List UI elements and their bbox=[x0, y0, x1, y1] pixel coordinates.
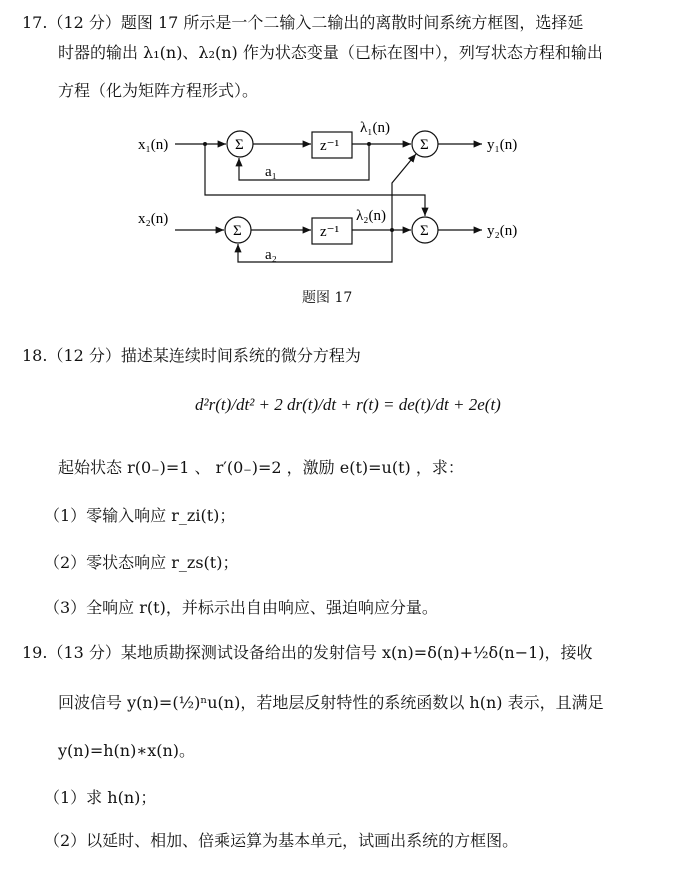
y1-label: y₁(n) bbox=[487, 137, 518, 153]
figure-caption: 题图 17 bbox=[302, 290, 353, 306]
lambda1-label: λ₁(n) bbox=[360, 120, 390, 136]
q19-line1: 19.（13 分）某地质勘探测试设备给出的发射信号 x(n)=δ(n)+½δ(n−1)，接收 bbox=[22, 643, 593, 662]
x2-label: x₂(n) bbox=[138, 211, 169, 227]
sum-4-symbol: Σ bbox=[420, 223, 429, 239]
sum-1-symbol: Σ bbox=[235, 137, 244, 153]
q18-conditions: 起始状态 r(0₋)=1 、 r′(0₋)=2 ，激励 e(t)=u(t) ，求： bbox=[58, 458, 464, 477]
a2-label: a₂ bbox=[265, 247, 277, 263]
q19-part2: （2）以延时、相加、倍乘运算为基本单元，试画出系统的方框图。 bbox=[44, 831, 519, 850]
q18-equation: d²r(t)/dt² + 2 dr(t)/dt + r(t) = de(t)/dt + 2e(t) bbox=[195, 395, 501, 414]
lambda2-label: λ₂(n) bbox=[356, 208, 386, 224]
sum-2-symbol: Σ bbox=[233, 223, 242, 239]
q17-line2: 时器的输出 λ₁(n)、λ₂(n) 作为状态变量（已标在图中），列写状态方程和输出 bbox=[58, 43, 603, 62]
a1-label: a₁ bbox=[265, 164, 277, 180]
delay-2-label: z⁻¹ bbox=[320, 224, 340, 240]
q18-part2: （2）零状态响应 r_zs(t)； bbox=[44, 553, 239, 572]
delay-1-label: z⁻¹ bbox=[320, 138, 340, 154]
q18-part3: （3）全响应 r(t)，并标示出自由响应、强迫响应分量。 bbox=[44, 598, 438, 617]
sum-3-symbol: Σ bbox=[420, 137, 429, 153]
q19-part1: （1）求 h(n)； bbox=[44, 788, 157, 807]
block-diagram bbox=[0, 0, 676, 280]
q18-part1: （1）零输入响应 r_zi(t)； bbox=[44, 506, 236, 525]
y2-label: y₂(n) bbox=[487, 223, 518, 239]
q18-line1: 18.（12 分）描述某连续时间系统的微分方程为 bbox=[22, 346, 361, 365]
q17-line3: 方程（化为矩阵方程形式）。 bbox=[58, 81, 259, 100]
q19-line3: y(n)=h(n)∗x(n)。 bbox=[58, 741, 196, 760]
q19-line2: 回波信号 y(n)=(½)ⁿu(n)，若地层反射特性的系统函数以 h(n) 表示，且满足 bbox=[58, 693, 604, 712]
q17-line1: 17.（12 分）题图 17 所示是一个二输入二输出的离散时间系统方框图，选择延 bbox=[22, 13, 584, 32]
x1-label: x₁(n) bbox=[138, 137, 169, 153]
